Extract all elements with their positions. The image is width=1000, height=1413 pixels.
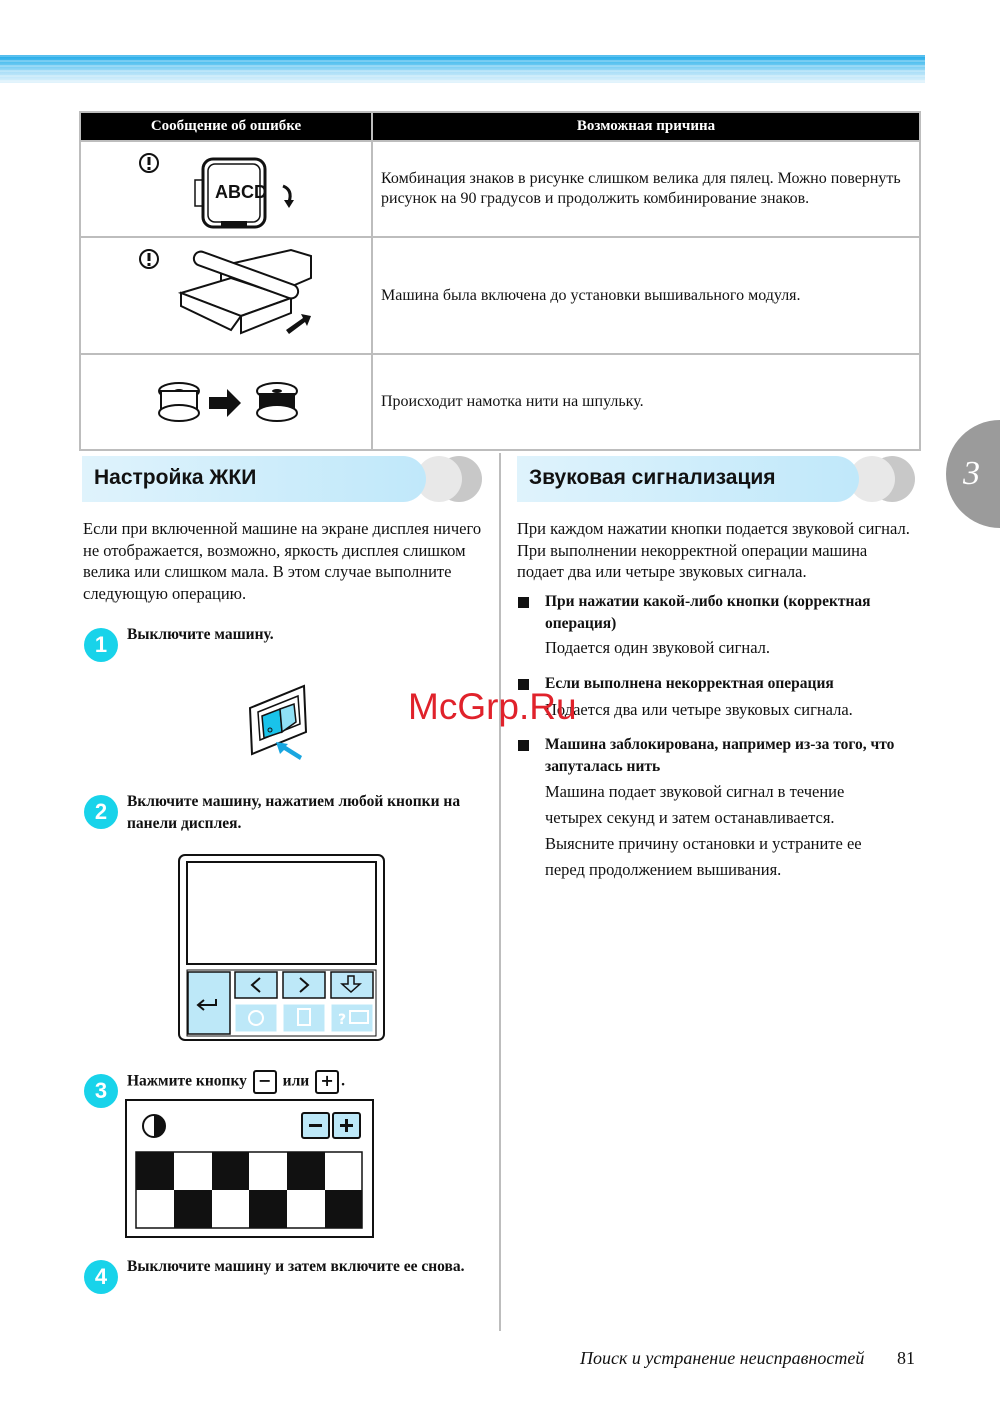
step-text: Выключите машину. <box>127 626 274 643</box>
section-title: Настройка ЖКИ <box>94 466 257 489</box>
power-switch-icon <box>240 680 320 762</box>
step-number: 4 <box>84 1260 118 1294</box>
bullet-heading: Если выполнена некорректная операция <box>545 675 834 692</box>
header-message: Сообщение об ошибке <box>80 112 372 141</box>
table-row <box>80 237 920 354</box>
message-cell <box>80 237 372 354</box>
error-table <box>79 111 921 451</box>
step-text-part: Нажмите кнопку <box>127 1072 247 1090</box>
contrast-screen-illustration <box>125 1099 375 1239</box>
section-heading-sound <box>517 456 917 502</box>
table-row <box>80 354 920 450</box>
cause-cell: Происходит намотка нити на шпульку. <box>372 354 920 450</box>
bullet-heading: Машина заблокирована, например из-за того, что запуталась нить <box>545 736 895 775</box>
abcd-text: ABCD <box>215 182 267 202</box>
lcd-intro: Если при включенной машине на экране дисплея ничего не отображается, возможно, яркость дисплея слишком велика или слишком мала. В этом случае выполните следующую операцию. <box>83 519 482 603</box>
page-number: 81 <box>897 1348 915 1368</box>
step-text-part: . <box>341 1072 345 1090</box>
bobbin-winding-icon <box>81 355 371 444</box>
sound-intro: При каждом нажатии кнопки подается звуковой сигнал. При выполнении некорректной операции машина подает два или четыре звуковых сигнала. <box>517 519 910 581</box>
lcd-panel-illustration <box>178 854 386 1042</box>
embroidery-module-warning-icon <box>81 238 371 348</box>
step-number: 2 <box>84 795 118 829</box>
bullet-text: Подается два или четыре звуковых сигнала. <box>545 700 853 719</box>
header-cause: Возможная причина <box>372 112 920 141</box>
footer-title: Поиск и устранение неисправностей <box>580 1348 865 1368</box>
table-row <box>80 141 920 237</box>
cause-cell: Комбинация знаков в рисунке слишком велика для пялец. Можно повернуть рисунок на 90 градусов и продолжить комбинирование знаков. <box>372 141 920 237</box>
step-text: Включите машину, нажатием любой кнопки на панели дисплея. <box>127 793 461 832</box>
message-cell <box>80 141 372 237</box>
chapter-number: 3 <box>963 455 980 492</box>
message-cell <box>80 354 372 450</box>
bullet-text: Подается один звуковой сигнал. <box>545 638 771 657</box>
svg-text:?: ? <box>338 1012 347 1028</box>
bullet-icon <box>518 597 529 608</box>
step-text <box>127 1070 487 1094</box>
watermark: McGrp.Ru <box>408 686 577 727</box>
section-title: Звуковая сигнализация <box>529 466 776 489</box>
bullet-text: Машина подает звуковой сигнал в течение четырех секунд и затем останавливается. Выясните причину остановки и устраните ее перед продолжением вышивания. <box>545 782 862 879</box>
bullet-heading: При нажатии какой-либо кнопки (корректная операция) <box>545 593 871 632</box>
step-number: 1 <box>84 628 118 662</box>
cause-cell: Машина была включена до установки вышивального модуля. <box>372 237 920 354</box>
column-divider <box>499 453 501 1331</box>
step-text: Выключите машину и затем включите ее снова. <box>127 1258 465 1275</box>
section-heading-lcd <box>82 456 482 502</box>
minus-key-icon: − <box>253 1070 277 1094</box>
header-gradient-bar <box>0 55 925 83</box>
step-number: 3 <box>84 1074 118 1108</box>
abcd-hoop-warning-icon <box>81 142 371 231</box>
step-text-part: или <box>282 1072 310 1090</box>
bullet-icon <box>518 740 529 751</box>
plus-key-icon: + <box>315 1070 339 1094</box>
